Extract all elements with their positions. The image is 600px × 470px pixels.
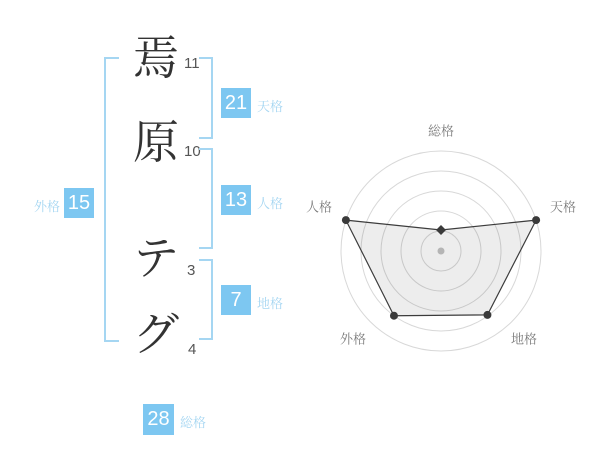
chikaku-bracket [199, 259, 213, 340]
radar-axis-label: 外格 [339, 331, 367, 347]
radar-axis-label: 人格 [305, 199, 333, 215]
tenkaku-badge: 21 [221, 88, 251, 118]
radar-axis-label: 総格 [427, 123, 455, 139]
jinkaku-label: 人格 [257, 196, 284, 211]
radar-point [532, 216, 540, 224]
given-char-1-strokes: 3 [187, 262, 196, 279]
surname-char-2-strokes: 10 [184, 143, 201, 160]
soukaku-badge: 28 [143, 404, 174, 435]
surname-char-1-strokes: 11 [184, 55, 200, 72]
radar-axis-label: 天格 [549, 199, 577, 215]
soukaku-label: 総格 [180, 415, 207, 430]
chikaku-badge: 7 [221, 285, 251, 315]
gaikaku-label: 外格 [33, 199, 60, 214]
given-char-2-strokes: 4 [188, 341, 197, 358]
tenkaku-label: 天格 [257, 99, 284, 114]
radar-point [483, 311, 491, 319]
gaikaku-badge: 15 [64, 188, 94, 218]
jinkaku-bracket [199, 148, 213, 249]
radar-chart [301, 111, 581, 371]
surname-char-1: 焉 [133, 32, 179, 84]
radar-axis-label: 地格 [510, 331, 538, 347]
chikaku-label: 地格 [257, 296, 284, 311]
given-char-1: テ [133, 232, 179, 284]
radar-point [342, 216, 350, 224]
surname-char-2: 原 [133, 116, 179, 168]
tenkaku-bracket [199, 57, 213, 139]
gaikaku-bracket [104, 57, 119, 342]
given-char-2: グ [133, 308, 179, 360]
radar-point [390, 312, 398, 320]
jinkaku-badge: 13 [221, 185, 251, 215]
